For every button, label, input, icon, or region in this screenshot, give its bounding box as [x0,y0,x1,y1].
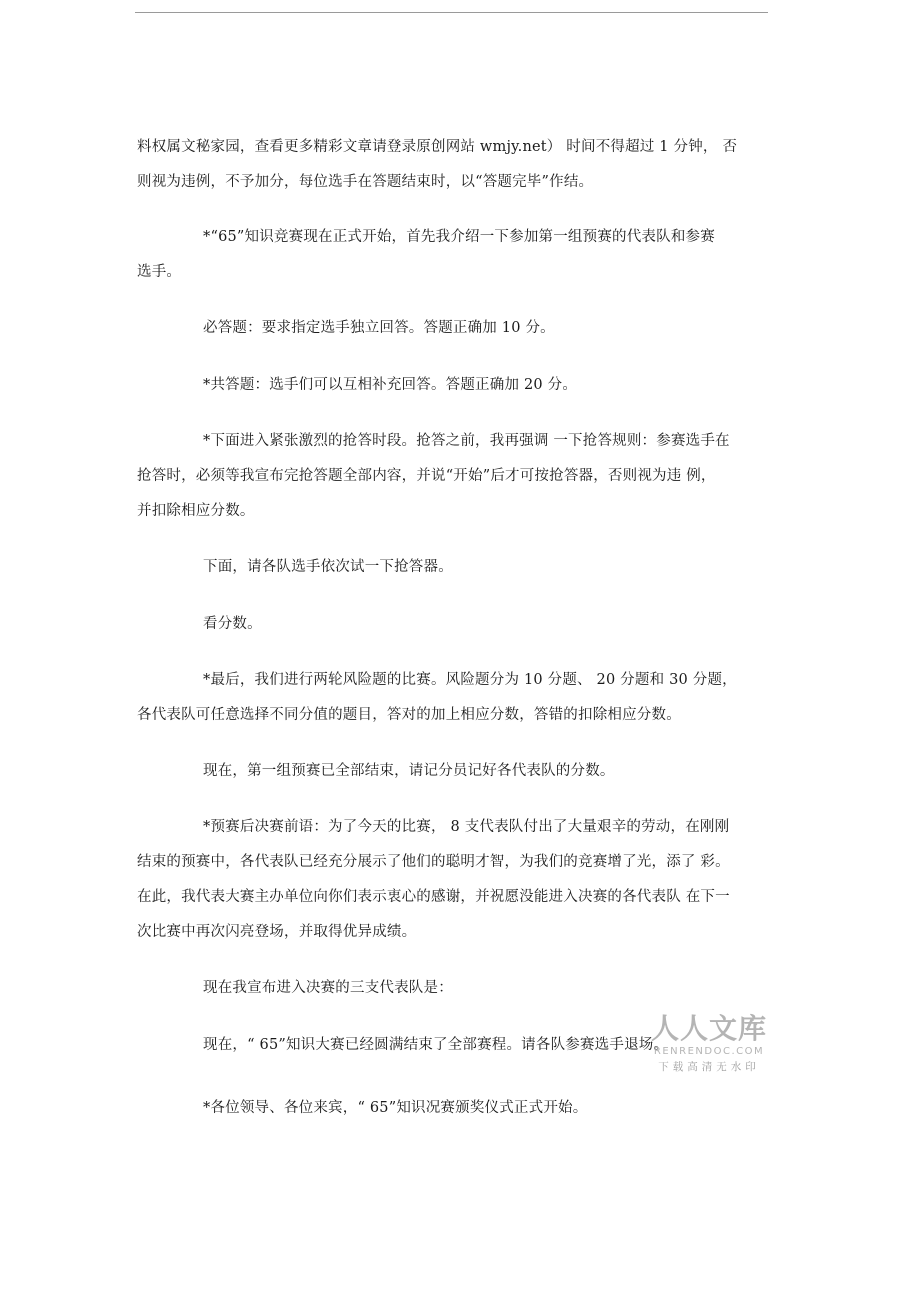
text-line: *共答题：选手们可以互相补充回答。答题正确加 20 分。 [203,377,578,393]
paragraph-5 [137,424,767,529]
text-line: 结束的预赛中，各代表队已经充分展示了他们的聪明才智，为我们的竞赛增了光，添了 彩。 [137,854,730,870]
paragraph-8 [137,663,767,733]
paragraph-3 [137,311,767,346]
text-line: 则视为违例，不予加分，每位选手在答题结束时，以“答题完毕”作结。 [137,174,594,190]
text-line: *“65”知识竞赛现在正式开始，首先我介绍一下参加第一组预赛的代表队和参赛 [203,229,715,245]
text-line: 现在，“ 65”知识大赛已经圆满结束了全部赛程。请各队参赛选手退场。 [203,1037,669,1053]
text-line: 看分数。 [203,616,262,632]
text-line: *预赛后决赛前语：为了今天的比赛， 8 支代表队付出了大量艰辛的劳动，在刚刚 [203,819,730,835]
text-line: 料权属文秘家园，查看更多精彩文章请登录原创网站 wmjy.net） 时间不得超过 1 分钟， 否 [137,139,738,155]
paragraph-2 [137,220,767,290]
paragraph-4 [137,368,767,403]
paragraph-7 [137,607,767,642]
watermark-tagline: 下载高清无水印 [658,1061,760,1073]
text-line: 并扣除相应分数。 [137,503,255,519]
text-line: 抢答时，必须等我宣布完抢答题全部内容，并说“开始”后才可按抢答器，否则视为违 例， [137,468,716,484]
watermark-title: 人人文库 [650,1012,767,1045]
text-line: 现在，第一组预赛已全部结束，请记分员记好各代表队的分数。 [203,763,615,779]
text-line: *各位领导、各位来宾，“ 65”知识况赛颁奖仪式正式开始。 [203,1100,588,1116]
paragraph-10 [137,810,767,950]
watermark-domain: RENRENDOC.COM [653,1046,765,1057]
paragraph-1 [137,130,767,200]
paragraph-11 [137,971,767,1006]
text-line: 次比赛中再次闪亮登场，并取得优异成绩。 [137,924,417,940]
paragraph-9 [137,754,767,789]
text-line: 必答题：要求指定选手独立回答。答题正确加 10 分。 [203,320,555,336]
text-line: *下面进入紧张激烈的抢答时段。抢答之前，我再强调 一下抢答规则：参赛选手在 [203,433,730,449]
text-line: *最后，我们进行两轮风险题的比赛。风险题分为 10 分题、 20 分题和 30 分题， [203,672,737,688]
watermark-logo [645,1013,773,1075]
text-line: 选手。 [137,264,182,280]
header-rule [135,12,768,13]
paragraph-13 [137,1091,767,1126]
text-line: 各代表队可任意选择不同分值的题目，答对的加上相应分数，答错的扣除相应分数。 [137,707,681,723]
paragraph-6 [137,550,767,585]
text-line: 现在我宣布进入决赛的三支代表队是： [203,980,453,996]
text-line: 在此，我代表大赛主办单位向你们表示衷心的感谢，并祝愿没能进入决赛的各代表队 在下一 [137,889,730,905]
text-line: 下面，请各队选手依次试一下抢答器。 [203,559,453,575]
